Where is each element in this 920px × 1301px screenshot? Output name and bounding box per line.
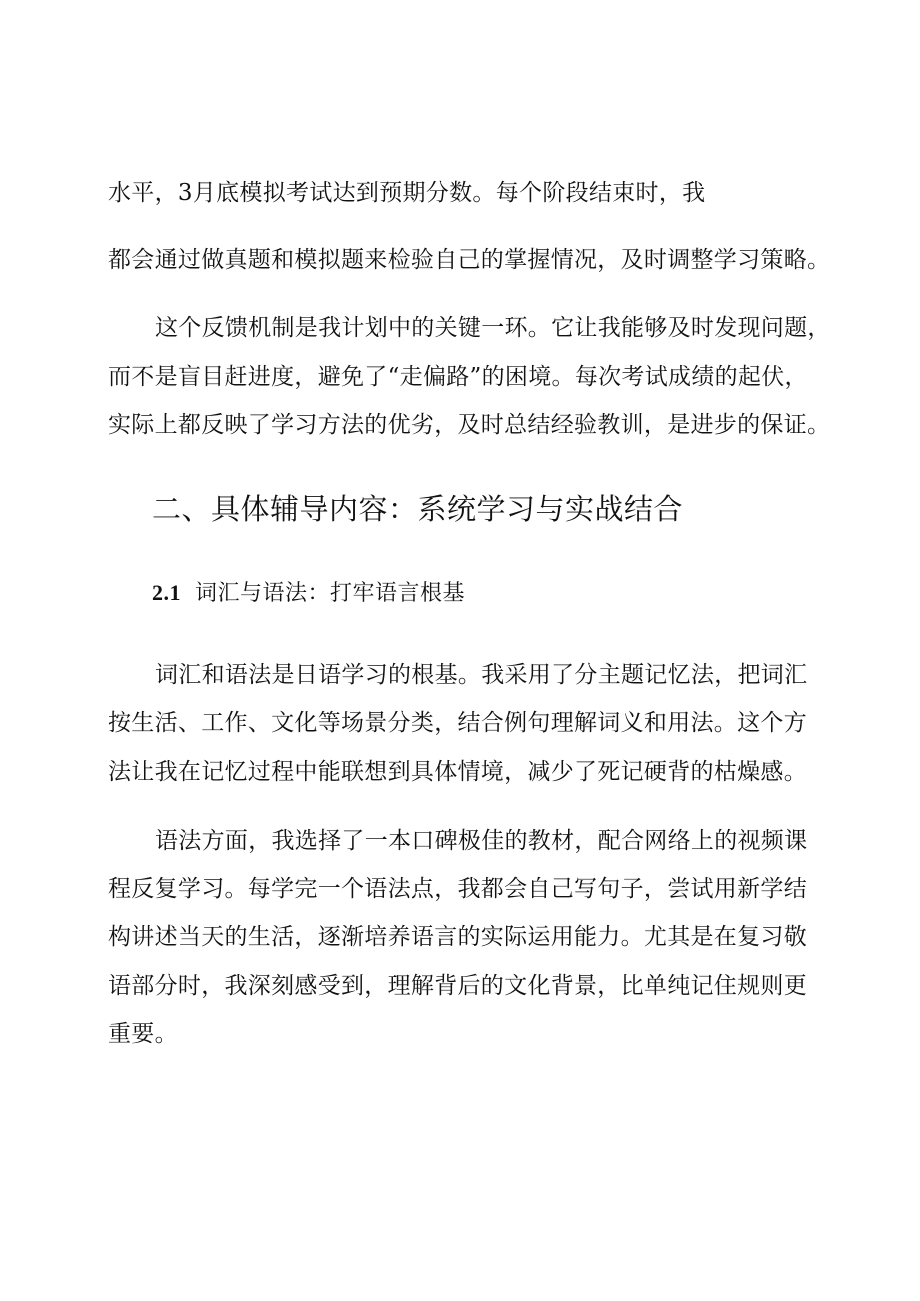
- subsection-number: 2.1: [152, 580, 181, 605]
- grammar-paragraph-line-1: 语法方面，我选择了一本口碑极佳的教材，配合网络上的视频课: [155, 828, 808, 854]
- subsection-title: 词汇与语法：打牢语言根基: [195, 581, 466, 606]
- vocab-paragraph-line-3: 法让我在记忆过程中能联想到具体情境，减少了死记硬背的枯燥感。: [108, 759, 807, 785]
- feedback-paragraph-line-3: 实际上都反映了学习方法的优劣，及时总结经验教训，是进步的保证。: [108, 412, 831, 438]
- grammar-paragraph-line-3: 构讲述当天的生活，逐渐培养语言的实际运用能力。尤其是在复习敬: [108, 924, 807, 950]
- grammar-paragraph-line-5: 重要。: [108, 1021, 178, 1047]
- grammar-paragraph-line-4: 语部分时，我深刻感受到，理解背后的文化背景，比单纯记住规则更: [108, 973, 807, 999]
- vocab-paragraph-line-2: 按生活、工作、文化等场景分类，结合例句理解词义和用法。这个方: [108, 710, 807, 736]
- intro-line-1: 水平，3月底模拟考试达到预期分数。每个阶段结束时，我: [108, 180, 706, 206]
- intro-line-2: 都会通过做真题和模拟题来检验自己的掌握情况，及时调整学习策略。: [108, 247, 831, 273]
- vocab-paragraph-line-1: 词汇和语法是日语学习的根基。我采用了分主题记忆法，把词汇: [155, 662, 808, 688]
- feedback-paragraph-line-1: 这个反馈机制是我计划中的关键一环。它让我能够及时发现问题，: [155, 315, 831, 341]
- subsection-heading: [152, 578, 465, 609]
- section-heading: 二、具体辅导内容：系统学习与实战结合: [152, 492, 684, 526]
- feedback-paragraph-line-2: 而不是盲目赶进度，避免了“走偏路”的困境。每次考试成绩的起伏，: [108, 364, 808, 390]
- grammar-paragraph-line-2: 程反复学习。每学完一个语法点，我都会自己写句子，尝试用新学结: [108, 876, 807, 902]
